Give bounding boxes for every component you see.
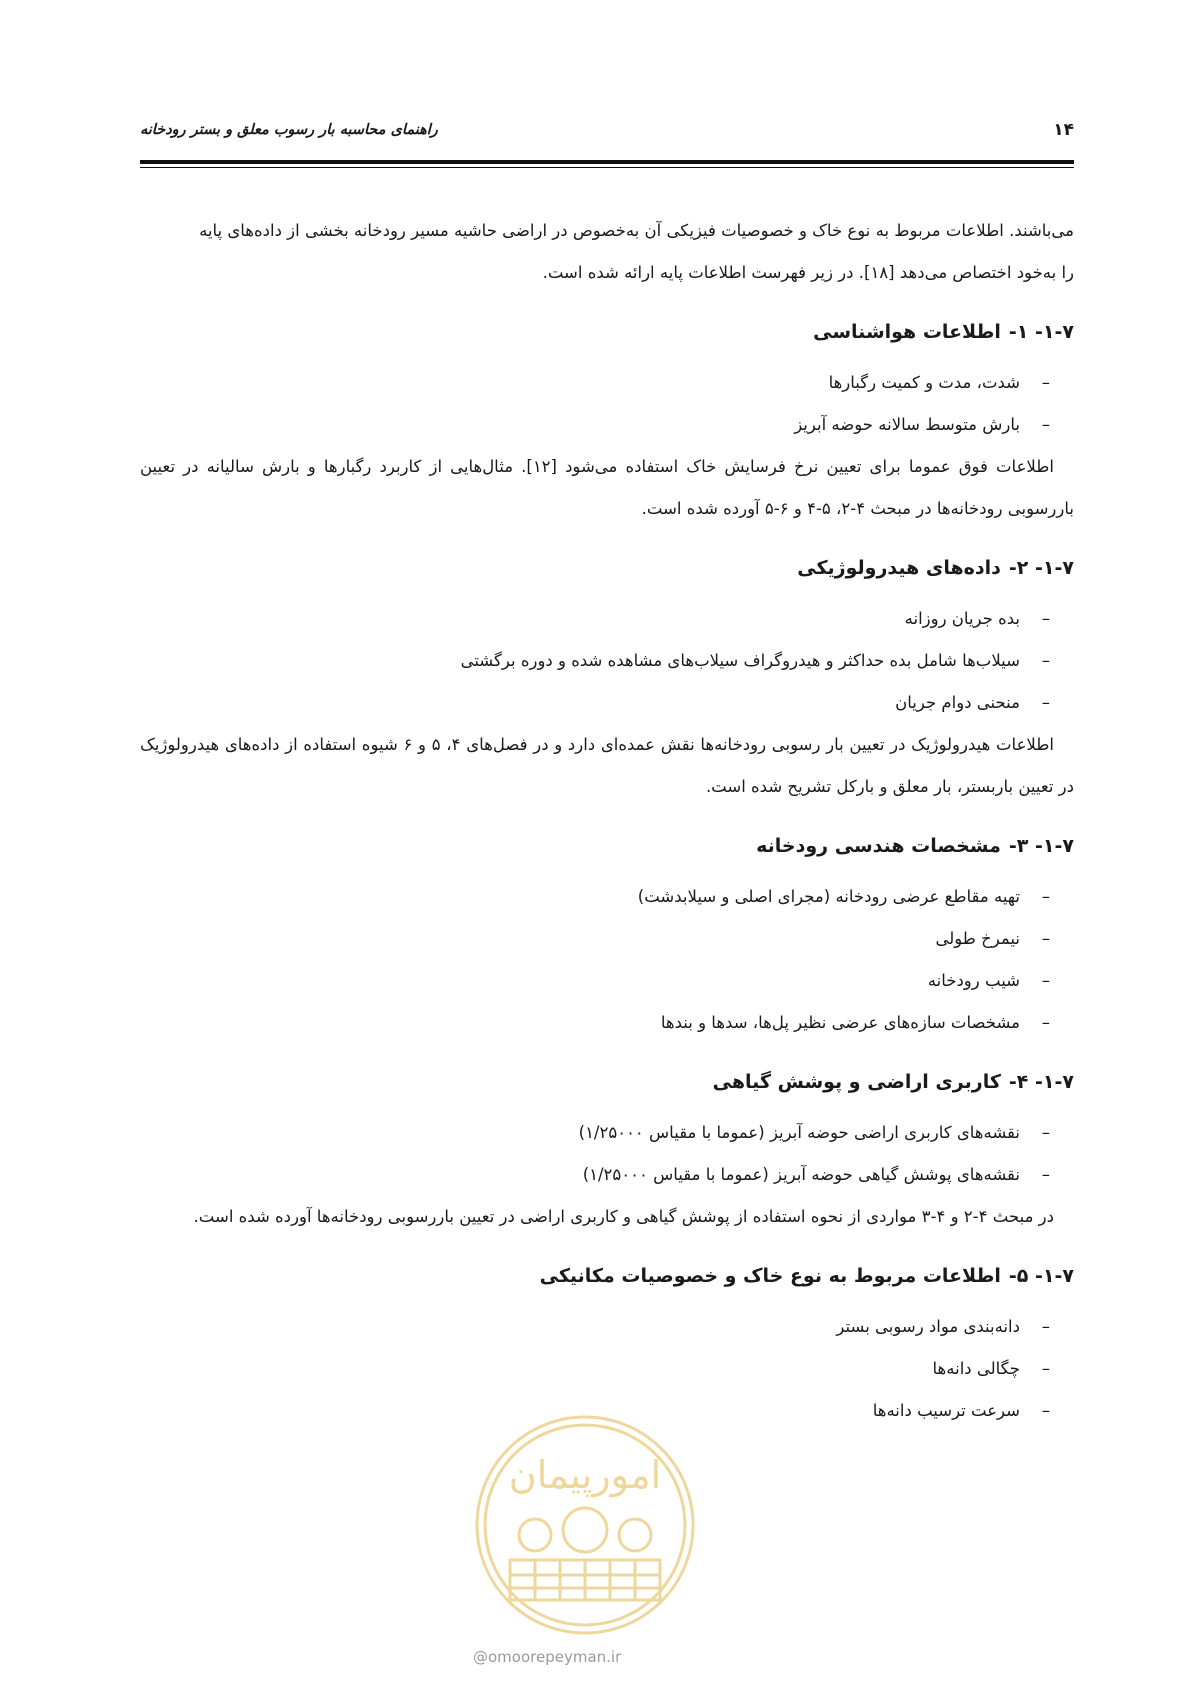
list-item (140, 1348, 1050, 1390)
section-heading (140, 312, 1074, 352)
section-paragraph: در مبحث ۴-۲ و ۴-۳ مواردی از نحوه استفاده از پوشش گیاهی و کاربری اراضی در تعیین باررسوبی رودخانه‌ها آورده شده است. (193, 1207, 1054, 1226)
list-dash-icon: – (1041, 929, 1050, 948)
list-item (140, 1154, 1050, 1196)
list-item-text: سرعت ترسیب دانه‌ها (872, 1401, 1020, 1420)
bullet-list (140, 876, 1074, 1044)
list-item (140, 1112, 1050, 1154)
list-item (140, 876, 1050, 918)
list-dash-icon: – (1041, 1359, 1050, 1378)
list-item-text: بارش متوسط سالانه حوضه آبریز (794, 415, 1020, 434)
watermark-logo-text: امورپیمان (508, 1453, 662, 1497)
header-title: راهنمای محاسبه بار رسوب معلق و بستر رودخانه (140, 122, 438, 138)
intro-paragraph (140, 210, 1074, 294)
section-title: اطلاعات مربوط به نوع خاک و خصوصیات مکانیکی (539, 1265, 1001, 1287)
page-content (140, 210, 1074, 1432)
watermark-url: @omoorepeyman.ir (473, 1648, 622, 1666)
list-item-text: تهیه مقاطع عرضی رودخانه (مجرای اصلی و سیلابدشت) (637, 887, 1020, 906)
section-number: ۱-۷- ۵- (1008, 1265, 1074, 1287)
section-heading (140, 548, 1074, 588)
section-title: داده‌های هیدرولوژیکی (797, 557, 1001, 579)
list-dash-icon: – (1041, 887, 1050, 906)
bullet-list (140, 598, 1074, 724)
list-item-text: شدت، مدت و کمیت رگبارها (828, 373, 1020, 392)
section-heading (140, 1256, 1074, 1296)
section-title: مشخصات هندسی رودخانه (756, 835, 1001, 857)
list-item-text: مشخصات سازه‌های عرضی نظیر پل‌ها، سدها و بندها (660, 1013, 1020, 1032)
list-dash-icon: – (1041, 373, 1050, 392)
list-item (140, 404, 1050, 446)
section-heading (140, 1062, 1074, 1102)
list-item (140, 1306, 1050, 1348)
list-item (140, 1002, 1050, 1044)
section-number: ۱-۷- ۳- (1008, 835, 1074, 857)
section-paragraph: اطلاعات هیدرولوژیک در تعیین بار رسوبی رودخانه‌ها نقش عمده‌ای دارد و در فصل‌های ۴، ۵ و ۶ شیوه استفاده از داده‌های هیدرولوژیک در تعیین باربستر، بار معلق و بارکل تشریح شده است. (140, 735, 1074, 796)
list-item (140, 682, 1050, 724)
bullet-list (140, 1112, 1074, 1196)
list-dash-icon: – (1041, 971, 1050, 990)
section-title: کاربری اراضی و پوشش گیاهی (712, 1071, 1001, 1093)
header-rule-thin (140, 167, 1074, 168)
intro-line-1: می‌باشند. اطلاعات مربوط به نوع خاک و خصوصیات فیزیکی آن به‌خصوص در اراضی حاشیه مسیر رودخانه بخشی از داده‌های پایه (199, 221, 1074, 240)
header-rule-thick (140, 160, 1074, 164)
list-item-text: بده جریان روزانه (904, 609, 1020, 628)
intro-line-2: را به‌خود اختصاص می‌دهد [۱۸]. در زیر فهرست اطلاعات پایه ارائه شده است. (542, 263, 1074, 282)
watermark-logo (470, 1410, 700, 1640)
section-title: اطلاعات هواشناسی (813, 321, 1001, 343)
list-item (140, 640, 1050, 682)
list-dash-icon: – (1041, 609, 1050, 628)
list-dash-icon: – (1041, 1013, 1050, 1032)
list-item (140, 918, 1050, 960)
list-item-text: نیمرخ طولی (935, 929, 1020, 948)
page-header (140, 122, 1074, 152)
section-heading (140, 826, 1074, 866)
list-item-text: شیب رودخانه (927, 971, 1020, 990)
list-item-text: نقشه‌های کاربری اراضی حوضه آبریز (عموما با مقیاس ۱/۲۵۰۰۰) (578, 1123, 1020, 1142)
section-paragraph: اطلاعات فوق عموما برای تعیین نرخ فرسایش خاک استفاده می‌شود [۱۲]. مثال‌هایی از کاربرد رگبارها و بارش سالیانه در تعیین باررسوبی رودخانه‌ها در مبحث ۴-۲، ۵-۴ و ۶-۵ آورده شده است. (140, 457, 1074, 518)
list-dash-icon: – (1041, 1123, 1050, 1142)
list-dash-icon: – (1041, 1317, 1050, 1336)
list-dash-icon: – (1041, 1401, 1050, 1420)
list-dash-icon: – (1041, 651, 1050, 670)
section-number: ۱-۷- ۲- (1008, 557, 1074, 579)
list-item-text: دانه‌بندی مواد رسوبی بستر (836, 1317, 1020, 1336)
page-number: ۱۴ (1053, 120, 1074, 140)
list-dash-icon: – (1041, 415, 1050, 434)
sections-container (140, 312, 1074, 1432)
list-dash-icon: – (1041, 693, 1050, 712)
list-item (140, 362, 1050, 404)
list-item-text: سیلاب‌ها شامل بده حداکثر و هیدروگراف سیلاب‌های مشاهده شده و دوره برگشتی (460, 651, 1020, 670)
list-dash-icon: – (1041, 1165, 1050, 1184)
list-item-text: نقشه‌های پوشش گیاهی حوضه آبریز (عموما با مقیاس ۱/۲۵۰۰۰) (582, 1165, 1020, 1184)
list-item (140, 960, 1050, 1002)
section-number: ۱-۷- ۴- (1008, 1071, 1074, 1093)
list-item (140, 598, 1050, 640)
section-number: ۱-۷- ۱- (1008, 321, 1074, 343)
list-item-text: منحنی دوام جریان (895, 693, 1020, 712)
bullet-list (140, 362, 1074, 446)
list-item-text: چگالی دانه‌ها (932, 1359, 1020, 1378)
